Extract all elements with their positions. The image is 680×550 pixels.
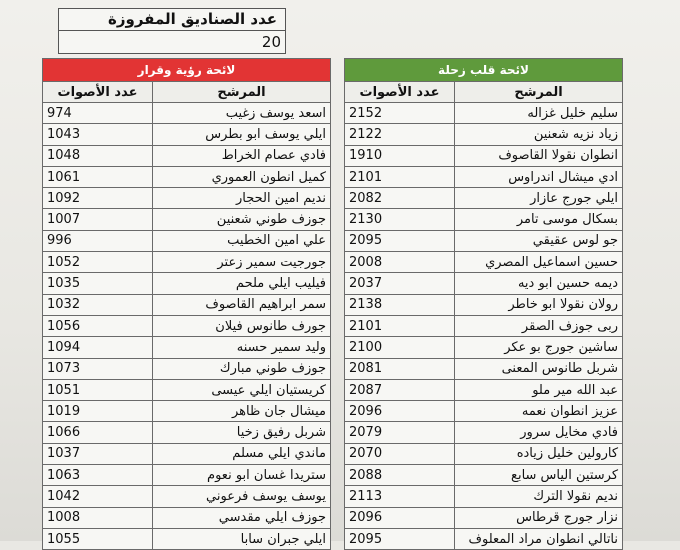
candidate-name-cell[interactable]: رولان نقولا ابو خاطر <box>455 294 623 315</box>
table-row <box>43 103 331 124</box>
table-row <box>345 507 623 528</box>
table-row <box>345 337 623 358</box>
votes-cell[interactable]: 2082 <box>345 188 455 209</box>
candidate-name-cell[interactable]: عزيز انطوان نعمه <box>455 401 623 422</box>
list-table-left <box>42 58 331 550</box>
votes-cell[interactable]: 1094 <box>43 337 153 358</box>
table-row <box>43 507 331 528</box>
votes-cell[interactable]: 2096 <box>345 401 455 422</box>
candidate-name-cell[interactable]: نديم امين الحجار <box>153 188 331 209</box>
table-row <box>43 465 331 486</box>
table-row <box>43 422 331 443</box>
candidate-name-cell[interactable]: ربى جوزف الصقر <box>455 315 623 336</box>
table-row <box>43 166 331 187</box>
candidate-name-cell[interactable]: جوزف ايلي مقدسي <box>153 507 331 528</box>
votes-cell[interactable]: 1042 <box>43 486 153 507</box>
votes-cell[interactable]: 1051 <box>43 379 153 400</box>
votes-cell[interactable]: 1043 <box>43 124 153 145</box>
table-row <box>345 443 623 464</box>
candidate-name-cell[interactable]: فادي عصام الخراط <box>153 145 331 166</box>
votes-cell[interactable]: 1061 <box>43 166 153 187</box>
candidate-name-cell[interactable]: ايلي جورج عازار <box>455 188 623 209</box>
table-row <box>43 337 331 358</box>
candidate-name-cell[interactable]: ادي ميشال اندراوس <box>455 166 623 187</box>
table-row <box>345 145 623 166</box>
candidate-name-cell[interactable]: وليد سمير حسنه <box>153 337 331 358</box>
table-row <box>43 145 331 166</box>
table-row <box>345 188 623 209</box>
table-row <box>345 358 623 379</box>
table-row <box>345 401 623 422</box>
table-row <box>345 124 623 145</box>
votes-cell[interactable]: 1910 <box>345 145 455 166</box>
column-header-row <box>43 82 331 103</box>
table-row <box>43 379 331 400</box>
votes-cell[interactable]: 2081 <box>345 358 455 379</box>
candidate-name-cell[interactable]: اسعد يوسف زغيب <box>153 103 331 124</box>
ballot-boxes-label[interactable]: عدد الصناديق المفروزة <box>59 9 285 31</box>
candidate-name-cell[interactable]: بسكال موسى تامر <box>455 209 623 230</box>
candidate-name-cell[interactable]: عبد الله مير ملو <box>455 379 623 400</box>
candidate-name-cell[interactable]: شربل طانوس المعنى <box>455 358 623 379</box>
votes-cell[interactable]: 1032 <box>43 294 153 315</box>
table-row <box>345 209 623 230</box>
list-banner <box>345 59 623 82</box>
votes-cell[interactable]: 2070 <box>345 443 455 464</box>
table-row <box>345 486 623 507</box>
votes-cell[interactable]: 1052 <box>43 252 153 273</box>
candidate-name-cell[interactable]: ايلي جبران سابا <box>153 528 331 549</box>
votes-cell[interactable]: 1007 <box>43 209 153 230</box>
votes-cell[interactable]: 2138 <box>345 294 455 315</box>
candidate-name-cell[interactable]: انطوان نقولا القاصوف <box>455 145 623 166</box>
candidate-name-cell[interactable]: شربل رفيق زخيا <box>153 422 331 443</box>
votes-cell[interactable]: 1092 <box>43 188 153 209</box>
candidate-name-cell[interactable]: ناتالي انطوان مراد المعلوف <box>455 528 623 549</box>
table-row <box>345 379 623 400</box>
votes-cell[interactable]: 2152 <box>345 103 455 124</box>
candidate-name-cell[interactable]: جوزف طوني مبارك <box>153 358 331 379</box>
candidate-name-cell[interactable]: جوزف طوني شعنين <box>153 209 331 230</box>
table-row <box>43 252 331 273</box>
ballot-boxes-summary <box>58 8 286 54</box>
table-row <box>345 103 623 124</box>
list-table-right <box>344 58 623 550</box>
table-row <box>43 124 331 145</box>
list-title[interactable]: لائحة قلب زحلة <box>345 59 623 82</box>
votes-cell[interactable]: 2008 <box>345 252 455 273</box>
candidate-name-cell[interactable]: كرستين الياس سابع <box>455 465 623 486</box>
votes-cell[interactable]: 1035 <box>43 273 153 294</box>
votes-cell[interactable]: 2095 <box>345 528 455 549</box>
table-row <box>345 422 623 443</box>
candidate-name-cell[interactable]: كارولين خليل زياده <box>455 443 623 464</box>
votes-cell[interactable]: 1066 <box>43 422 153 443</box>
votes-cell[interactable]: 1056 <box>43 315 153 336</box>
table-row <box>43 294 331 315</box>
votes-column-header[interactable]: عدد الأصوات <box>43 82 153 103</box>
table-row <box>345 528 623 549</box>
votes-cell[interactable]: 2088 <box>345 465 455 486</box>
table-row <box>43 443 331 464</box>
votes-cell[interactable]: 1055 <box>43 528 153 549</box>
list-title[interactable]: لائحة رؤية وقرار <box>43 59 331 82</box>
votes-cell[interactable]: 1063 <box>43 465 153 486</box>
votes-cell[interactable]: 2095 <box>345 230 455 251</box>
table-row <box>345 252 623 273</box>
votes-cell[interactable]: 2130 <box>345 209 455 230</box>
candidate-column-header[interactable]: المرشح <box>455 82 623 103</box>
table-row <box>43 315 331 336</box>
candidate-name-cell[interactable]: جورجيت سمير زعتر <box>153 252 331 273</box>
votes-cell[interactable]: 2087 <box>345 379 455 400</box>
candidate-name-cell[interactable]: سمر ابراهيم القاصوف <box>153 294 331 315</box>
votes-cell[interactable]: 2122 <box>345 124 455 145</box>
votes-cell[interactable]: 1037 <box>43 443 153 464</box>
candidate-name-cell[interactable]: فادي مخايل سرور <box>455 422 623 443</box>
table-row <box>43 401 331 422</box>
candidate-name-cell[interactable]: ديمه حسين ابو ديه <box>455 273 623 294</box>
table-row <box>345 294 623 315</box>
candidate-column-header[interactable]: المرشح <box>153 82 331 103</box>
candidate-name-cell[interactable]: جو لوس عقيقي <box>455 230 623 251</box>
list-banner <box>43 59 331 82</box>
table-row <box>345 465 623 486</box>
candidate-name-cell[interactable]: ميشال جان ظاهر <box>153 401 331 422</box>
votes-cell[interactable]: 2101 <box>345 166 455 187</box>
candidate-name-cell[interactable]: نزار جورج قرطاس <box>455 507 623 528</box>
table-row <box>43 230 331 251</box>
votes-cell[interactable]: 1073 <box>43 358 153 379</box>
table-row <box>43 528 331 549</box>
table-row <box>345 230 623 251</box>
table-row <box>345 166 623 187</box>
candidate-name-cell[interactable]: علي امين الخطيب <box>153 230 331 251</box>
votes-cell[interactable]: 996 <box>43 230 153 251</box>
candidate-name-cell[interactable]: كريستيان ايلي عيسى <box>153 379 331 400</box>
table-row <box>345 315 623 336</box>
candidate-name-cell[interactable]: فيليب ايلي ملحم <box>153 273 331 294</box>
votes-cell[interactable]: 2037 <box>345 273 455 294</box>
column-header-row <box>345 82 623 103</box>
candidate-name-cell[interactable]: كميل انطون العموري <box>153 166 331 187</box>
candidate-name-cell[interactable]: جورف طانوس فيلان <box>153 315 331 336</box>
candidate-name-cell[interactable]: ماندي ايلي مسلم <box>153 443 331 464</box>
votes-column-header[interactable]: عدد الأصوات <box>345 82 455 103</box>
votes-cell[interactable]: 2113 <box>345 486 455 507</box>
candidate-name-cell[interactable]: نديم نقولا الترك <box>455 486 623 507</box>
table-row <box>43 209 331 230</box>
votes-cell[interactable]: 1008 <box>43 507 153 528</box>
votes-cell[interactable]: 2079 <box>345 422 455 443</box>
table-row <box>345 273 623 294</box>
candidate-name-cell[interactable]: زياد نزيه شعنين <box>455 124 623 145</box>
votes-cell[interactable]: 2101 <box>345 315 455 336</box>
table-row <box>43 188 331 209</box>
candidate-name-cell[interactable]: سليم خليل غزاله <box>455 103 623 124</box>
table-row <box>43 358 331 379</box>
votes-cell[interactable]: 2100 <box>345 337 455 358</box>
candidate-name-cell[interactable]: يوسف يوسف فرعوني <box>153 486 331 507</box>
candidate-name-cell[interactable]: ستريدا غسان ابو نعوم <box>153 465 331 486</box>
votes-cell[interactable]: 1048 <box>43 145 153 166</box>
votes-cell[interactable]: 1019 <box>43 401 153 422</box>
table-row <box>43 486 331 507</box>
candidate-name-cell[interactable]: ساشين جورج بو عكر <box>455 337 623 358</box>
ballot-boxes-count[interactable]: 20 <box>261 33 281 51</box>
votes-cell[interactable]: 974 <box>43 103 153 124</box>
votes-cell[interactable]: 2096 <box>345 507 455 528</box>
candidate-name-cell[interactable]: ايلي يوسف ابو بطرس <box>153 124 331 145</box>
table-row <box>43 273 331 294</box>
candidate-name-cell[interactable]: حسين اسماعيل المصري <box>455 252 623 273</box>
